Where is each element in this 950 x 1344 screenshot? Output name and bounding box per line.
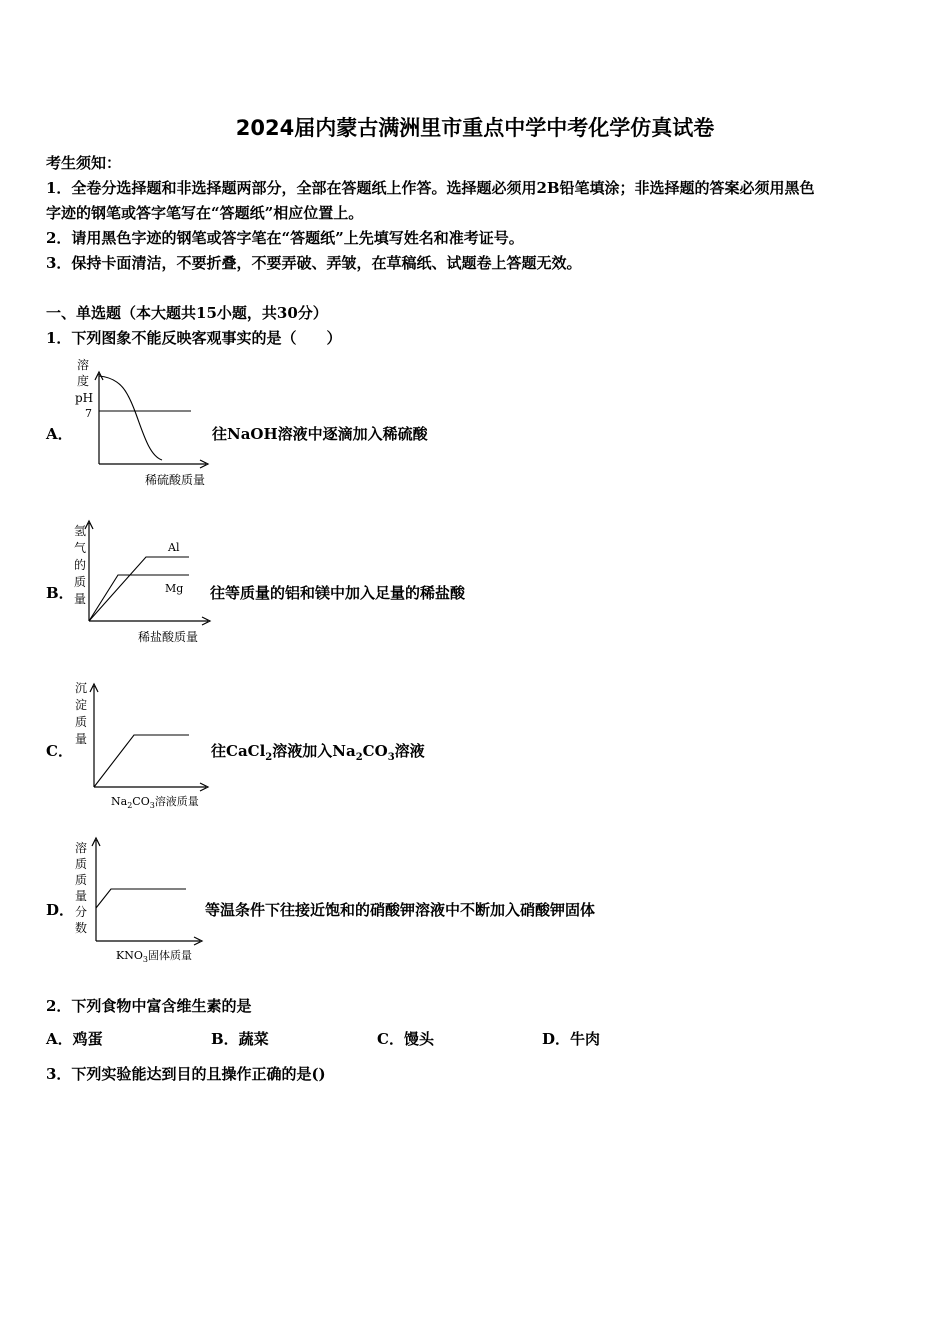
graph-d-ylabel-6: 数 bbox=[75, 921, 88, 935]
graph-c-ylabel-2: 淀 bbox=[75, 698, 88, 712]
q1-option-d-label: D． bbox=[46, 901, 75, 919]
question-2-stem: 2．下列食物中富含维生素的是 bbox=[46, 997, 252, 1015]
graph-b-ylabel-1: 氢 bbox=[74, 524, 87, 538]
graph-a-ytick-7: 7 bbox=[85, 407, 92, 420]
q2-option-c: C．馒头 bbox=[377, 1030, 434, 1048]
graph-a-curve bbox=[99, 376, 162, 460]
graph-c-ylabel-4: 量 bbox=[75, 732, 88, 746]
graph-a-ylabel-2: 度 bbox=[77, 374, 90, 388]
graph-d-ylabel-3: 质 bbox=[75, 873, 88, 887]
notice-heading: 考生须知： bbox=[46, 154, 122, 172]
graph-d-ylabel-5: 分 bbox=[75, 905, 88, 919]
graph-d-xlabel: $KNO_3$固体质量 bbox=[116, 949, 192, 964]
graph-d-ylabel-4: 量 bbox=[75, 889, 88, 903]
q1-option-d-text: 等温条件下往接近饱和的硝酸钾溶液中不断加入硝酸钾固体 bbox=[205, 901, 596, 919]
graph-c-line bbox=[94, 735, 189, 787]
q2-option-d: D．牛肉 bbox=[542, 1030, 601, 1048]
q2-option-a: A．鸡蛋 bbox=[46, 1030, 103, 1048]
graph-b-ylabel-4: 质 bbox=[74, 575, 87, 589]
graph-c-ylabel-3: 质 bbox=[75, 715, 88, 729]
q2-option-b: B．蔬菜 bbox=[211, 1030, 269, 1048]
graph-b-ylabel-3: 的 bbox=[74, 558, 87, 572]
notice-line-2: 2．请用黑色字迹的钢笔或答字笔在“答题纸”上先填写姓名和准考证号。 bbox=[46, 229, 524, 247]
graph-d-line bbox=[96, 889, 186, 908]
graph-d-ylabel-1: 溶 bbox=[75, 841, 88, 855]
q1-option-c-text: 往CaCl$_2$溶液加入$Na_2CO_3$溶液 bbox=[211, 742, 425, 763]
graph-c-xlabel: $Na_2CO_3$溶液质量 bbox=[111, 795, 199, 810]
section-heading: 一、单选题（本大题共15小题，共30分） bbox=[46, 304, 328, 322]
question-3-stem: 3．下列实验能达到目的且操作正确的是() bbox=[46, 1065, 326, 1083]
q1-option-c-graph bbox=[68, 674, 218, 814]
graph-b-al-label: Al bbox=[168, 541, 180, 554]
notice-line-1b: 字迹的钢笔或答字笔写在“答题纸”相应位置上。 bbox=[46, 204, 364, 222]
q1-option-a-label: A． bbox=[46, 425, 73, 443]
graph-b-ylabel-5: 量 bbox=[74, 592, 87, 606]
q1-option-c-label: C． bbox=[46, 742, 73, 760]
graph-b-mg-label: Mg bbox=[165, 582, 184, 595]
q1-option-b-graph bbox=[68, 513, 218, 653]
graph-b-xlabel: 稀盐酸质量 bbox=[138, 630, 199, 644]
q1-option-b-text: 往等质量的铝和镁中加入足量的稀盐酸 bbox=[210, 584, 466, 602]
page-title: 2024届内蒙古满洲里市重点中学中考化学仿真试卷 bbox=[235, 116, 715, 140]
notice-line-1: 1．全卷分选择题和非选择题两部分，全部在答题纸上作答。选择题必须用2B铅笔填涂；非选择题的答案必须用黑色 bbox=[46, 179, 815, 197]
q1-option-d-graph bbox=[68, 832, 218, 972]
q1-option-a-graph bbox=[66, 352, 216, 492]
graph-d-ylabel-2: 质 bbox=[75, 857, 88, 871]
q1-option-b-label: B． bbox=[46, 584, 74, 602]
graph-a-ylabel-3: pH bbox=[75, 391, 94, 405]
question-1-stem: 1．下列图象不能反映客观事实的是（ ） bbox=[46, 329, 342, 347]
notice-line-3: 3．保持卡面清洁，不要折叠，不要弄破、弄皱，在草稿纸、试题卷上答题无效。 bbox=[46, 254, 582, 272]
q1-option-a-text: 往NaOH溶液中逐滴加入稀硫酸 bbox=[212, 425, 428, 443]
graph-b-ylabel-2: 气 bbox=[74, 541, 87, 555]
graph-c-ylabel-1: 沉 bbox=[75, 681, 88, 695]
graph-a-ylabel-1: 溶 bbox=[77, 358, 90, 372]
graph-a-xlabel: 稀硫酸质量 bbox=[145, 473, 206, 487]
